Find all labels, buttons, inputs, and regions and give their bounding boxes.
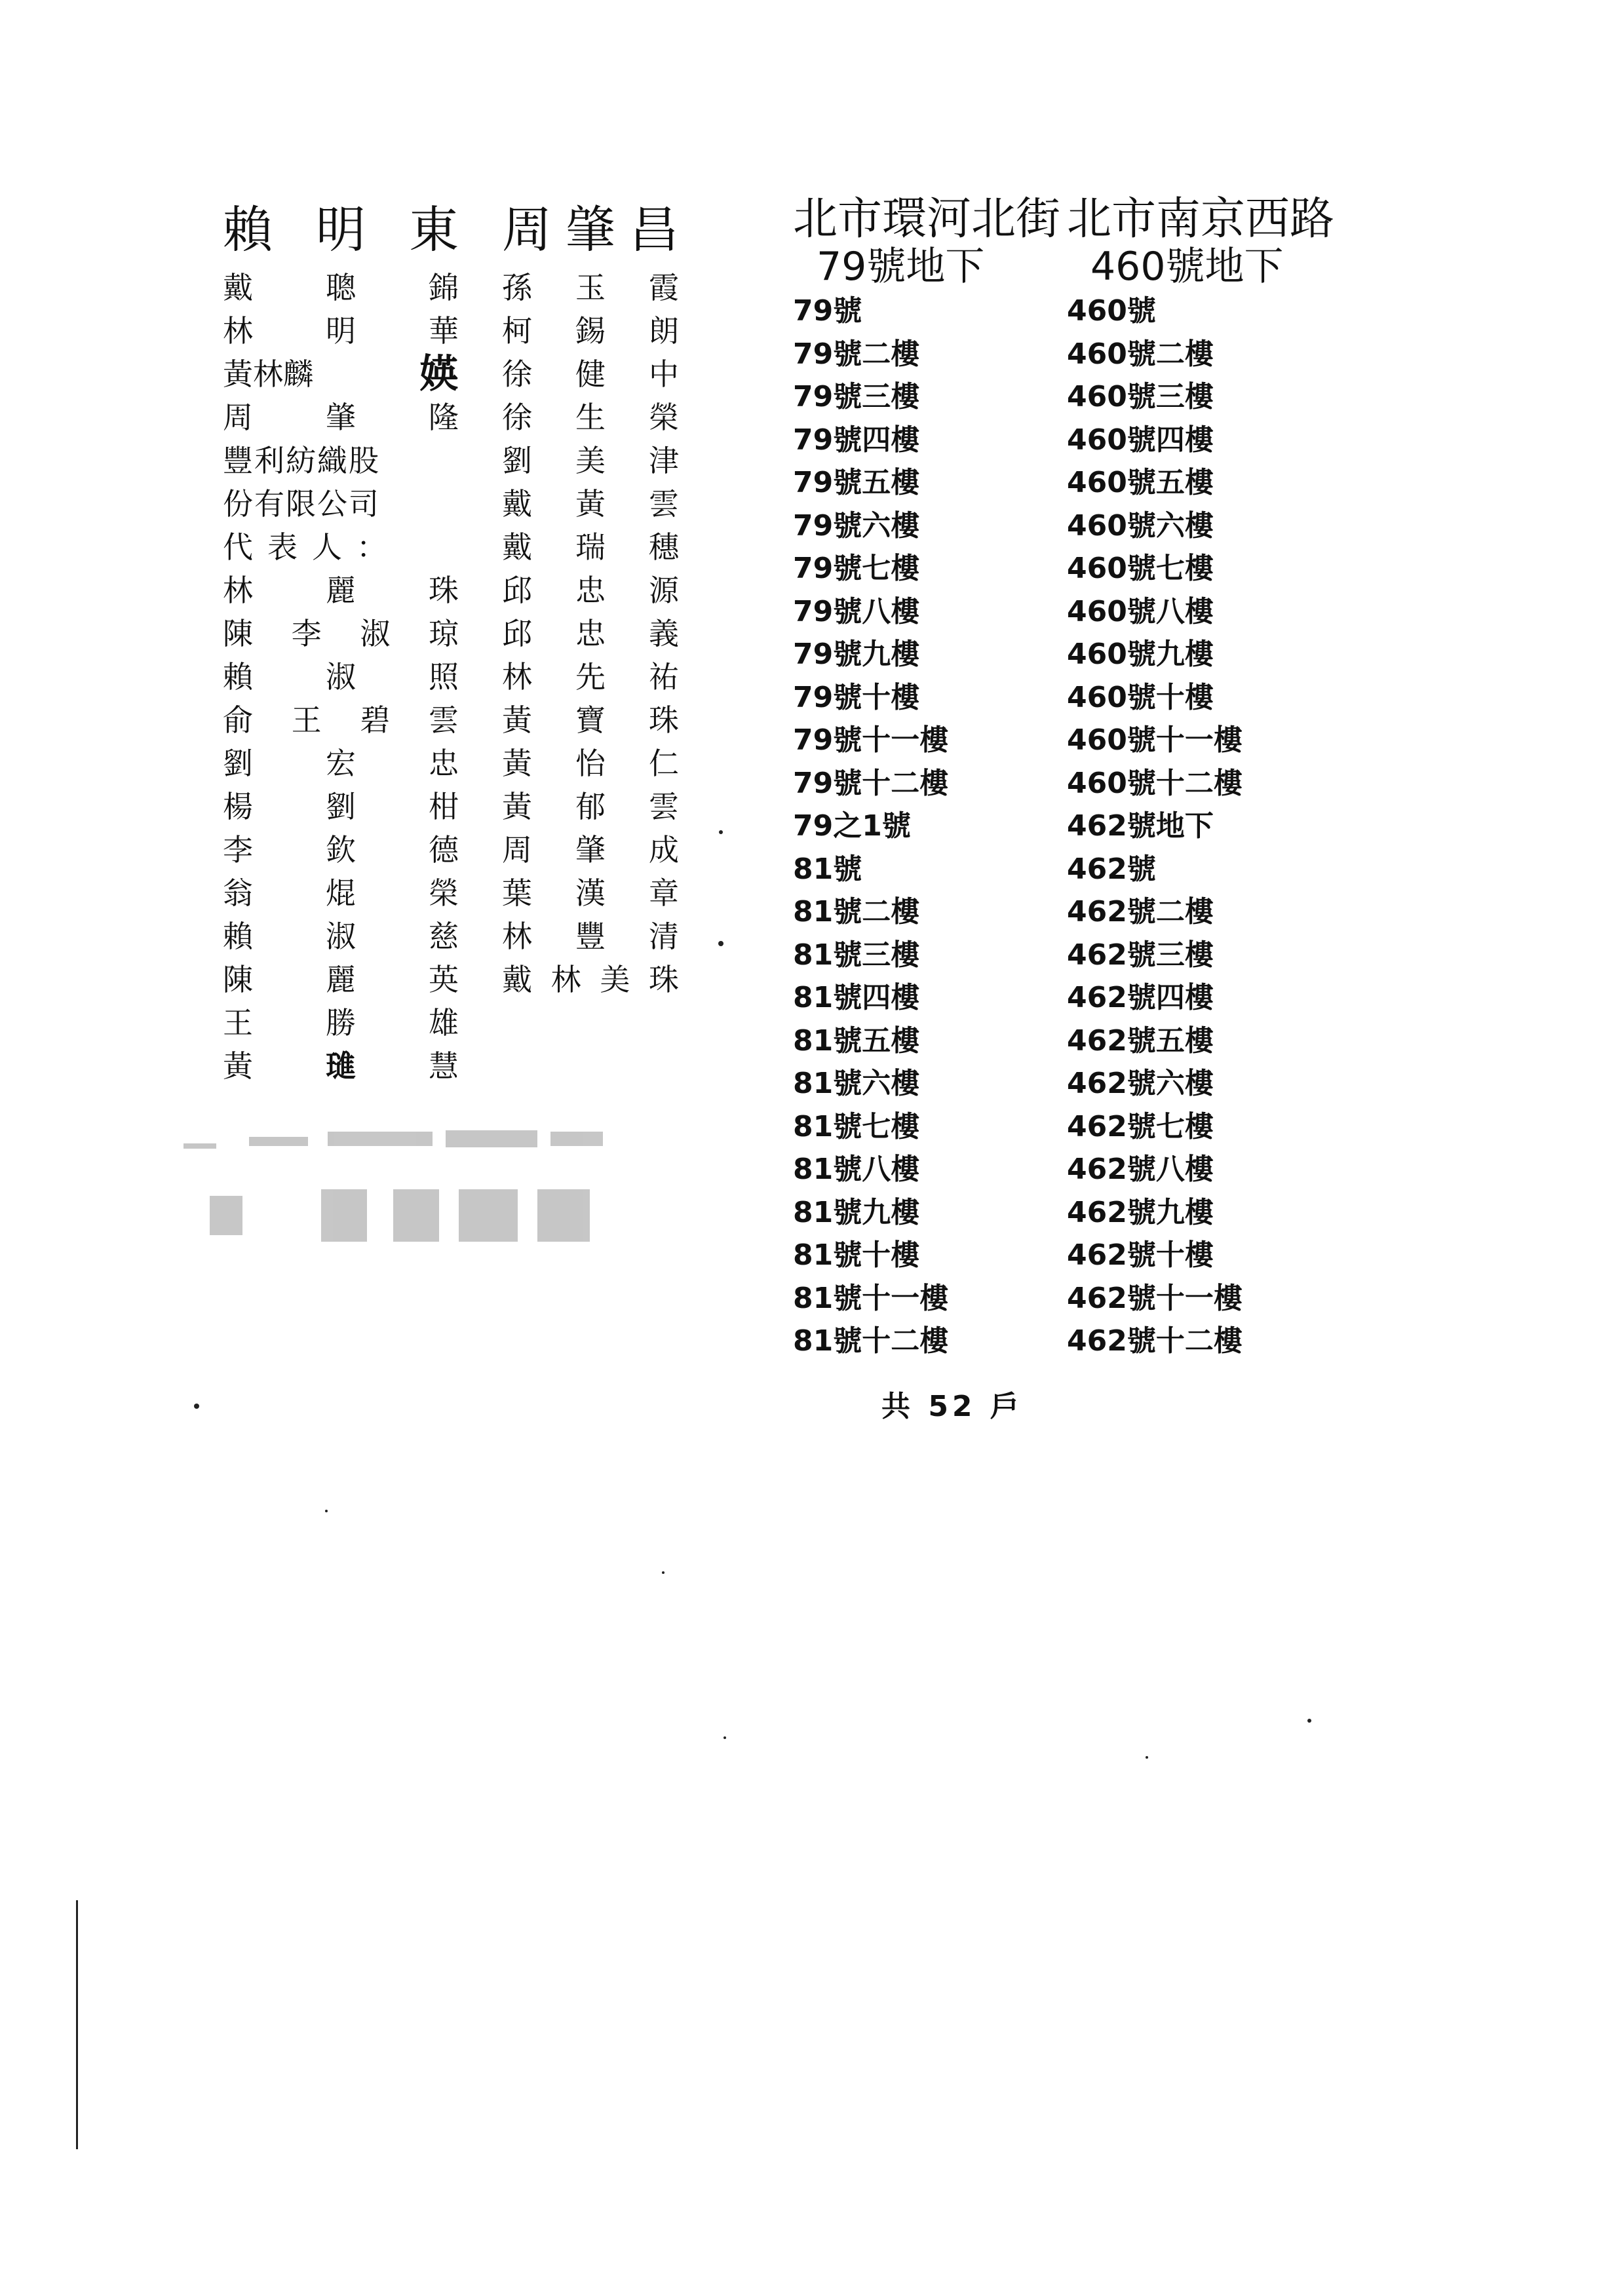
name-char: 劉 [326, 789, 356, 824]
name-char: 忠 [575, 616, 606, 651]
name-char: 肇 [575, 832, 606, 868]
basement-header: 79號地下 [817, 244, 985, 290]
name-char: 林 [502, 919, 532, 954]
name-char: 楊 [223, 789, 253, 824]
name-char: 津 [649, 443, 679, 478]
unit-address: 460號四樓 [1067, 423, 1214, 457]
name-char: 章 [649, 875, 679, 911]
name-char: 明 [326, 313, 356, 349]
unit-address: 460號十樓 [1067, 680, 1214, 714]
name-char: 雄 [429, 1005, 459, 1041]
name-char: 慧 [429, 1048, 459, 1084]
name-char: 豐 [575, 919, 606, 954]
unit-address: 81號十一樓 [793, 1281, 949, 1315]
unit-address: 462號七樓 [1067, 1109, 1214, 1143]
name-char: 珠 [648, 962, 679, 997]
name-char: 俞 [223, 702, 253, 738]
name-char: 戴 [502, 486, 532, 522]
name-char: 黃 [575, 486, 606, 522]
unit-address: 81號 [793, 852, 862, 886]
name-char: 先 [575, 659, 606, 695]
name-char: 李 [223, 832, 253, 868]
name-char: 榮 [429, 875, 459, 911]
name-char: 林 [550, 962, 581, 997]
name-char: 清 [649, 919, 679, 954]
name-char: 寶 [575, 702, 606, 738]
name-char: 賴 [223, 919, 253, 954]
company-line: 豐利紡織股 [223, 443, 380, 478]
unit-address: 81號七樓 [793, 1109, 920, 1143]
unit-address: 81號四樓 [793, 981, 920, 1014]
name-char: 李 [291, 616, 322, 651]
name-char: 戴 [223, 270, 253, 305]
name-char: 黃 [502, 789, 532, 824]
unit-address: 462號二樓 [1067, 895, 1214, 928]
name-char: 聰 [326, 270, 356, 305]
name-char: 宏 [326, 746, 356, 781]
name-char: 淑 [326, 919, 356, 954]
unit-address: 460號六樓 [1067, 508, 1214, 543]
name-char: 林 [223, 313, 253, 349]
name-char: 雲 [649, 486, 679, 522]
name-char: 明 [316, 201, 366, 259]
name-char: 黃林麟 [223, 356, 313, 392]
basement-header: 460號地下 [1090, 244, 1284, 290]
name-char: 周 [502, 832, 532, 868]
name-char: 王 [223, 1005, 253, 1041]
name-char: 王 [291, 702, 322, 738]
unit-address: 81號九樓 [793, 1195, 920, 1229]
name-char: 錫 [575, 313, 606, 349]
name-char: 勝 [326, 1005, 356, 1041]
name-char: 肇 [566, 201, 615, 259]
unit-address: 79之1號 [793, 809, 911, 843]
unit-address: 81號五樓 [793, 1024, 920, 1058]
name-char: 柑 [429, 789, 459, 824]
unit-address: 460號十二樓 [1067, 766, 1243, 800]
unit-address: 462號四樓 [1067, 981, 1214, 1014]
unit-address: 81號六樓 [793, 1067, 920, 1100]
unit-address: 462號九樓 [1067, 1195, 1214, 1229]
unit-address: 460號二樓 [1067, 337, 1214, 371]
unit-address: 81號十二樓 [793, 1324, 949, 1358]
street-header: 北市環河北街 [793, 193, 1061, 245]
name-char: 仁 [649, 746, 679, 781]
unit-address: 81號八樓 [793, 1153, 920, 1186]
street-header: 北市南京西路 [1067, 193, 1335, 245]
unit-address: 462號六樓 [1067, 1067, 1214, 1100]
name-char: 朗 [649, 313, 679, 349]
name-char: 欽 [326, 832, 356, 868]
name-char: 珠 [649, 702, 679, 738]
name-char: 錦 [429, 270, 459, 305]
unit-address: 79號七樓 [793, 552, 920, 585]
unit-address: 79號三樓 [793, 380, 920, 413]
unit-address: 460號五樓 [1067, 466, 1214, 499]
unit-address: 462號十樓 [1067, 1238, 1214, 1272]
unit-address: 460號八樓 [1067, 594, 1214, 628]
unit-address: 460號 [1067, 294, 1156, 328]
name-char: 周 [502, 201, 552, 259]
unit-address: 462號五樓 [1067, 1024, 1214, 1058]
unit-address: 79號十一樓 [793, 723, 949, 757]
name-char: 東 [409, 201, 459, 259]
name-char: 孫 [502, 270, 532, 305]
name-char: 華 [429, 313, 459, 349]
name-char: 黃 [502, 746, 532, 781]
name-char: 美 [575, 443, 606, 478]
name-char: 林 [223, 573, 253, 608]
name-char: 麗 [326, 573, 356, 608]
unit-address: 79號 [793, 294, 862, 328]
name-char: 戴 [502, 962, 532, 997]
name-char: 陳 [223, 616, 253, 651]
name-char: 淑 [326, 659, 356, 695]
name-char: 照 [429, 659, 459, 695]
name-char: 肇 [326, 400, 356, 435]
name-char: 義 [649, 616, 679, 651]
name-char: 麗 [326, 962, 356, 997]
unit-address: 462號八樓 [1067, 1153, 1214, 1186]
unit-address: 81號十樓 [793, 1238, 920, 1272]
name-char: 賴 [223, 659, 253, 695]
unit-address: 79號十樓 [793, 680, 920, 714]
name-char: 戴 [502, 529, 532, 565]
name-char: 玉 [575, 270, 606, 305]
name-char: 邱 [502, 616, 532, 651]
unit-address: 460號七樓 [1067, 552, 1214, 585]
name-char: 隆 [429, 400, 459, 435]
household-total: 共 52 戶 [881, 1390, 1023, 1423]
name-char: 徐 [502, 356, 532, 392]
name-char: 源 [649, 573, 679, 608]
name-char: 碧 [360, 702, 391, 738]
name-char: 忠 [429, 746, 459, 781]
unit-address: 462號十一樓 [1067, 1281, 1243, 1315]
name-char: 徐 [502, 400, 532, 435]
unit-address: 79號十二樓 [793, 766, 949, 800]
name-char: 昌 [629, 201, 679, 259]
company-line: 份有限公司 [223, 486, 380, 522]
name-char: 葉 [502, 875, 532, 911]
name-char: 雲 [649, 789, 679, 824]
unit-address: 81號三樓 [793, 938, 920, 972]
name-char: 劉 [223, 746, 253, 781]
name-char: 榮 [649, 400, 679, 435]
unit-address: 79號二樓 [793, 337, 920, 371]
name-char: 祐 [649, 659, 679, 695]
name-char: 霞 [649, 270, 679, 305]
unit-address: 79號八樓 [793, 594, 920, 628]
name-char: 黃 [502, 702, 532, 738]
unit-address: 462號十二樓 [1067, 1324, 1243, 1358]
name-char: 焜 [326, 875, 356, 911]
name-char: 成 [649, 832, 679, 868]
name-char: 生 [575, 400, 606, 435]
name-char: 柯 [502, 313, 532, 349]
name-char: 穗 [649, 529, 679, 565]
unit-address: 79號五樓 [793, 466, 920, 499]
name-char: 珠 [429, 573, 459, 608]
name-char: 英 [429, 962, 459, 997]
unit-address: 460號九樓 [1067, 638, 1214, 671]
name-char: 美 [600, 962, 630, 997]
name-char: 淑 [360, 616, 391, 651]
name-char: 翁 [223, 875, 253, 911]
name-char: 黃 [223, 1048, 253, 1084]
name-char: 賴 [223, 201, 273, 259]
name-char: 慈 [429, 919, 459, 954]
name-char: 健 [575, 356, 606, 392]
unit-address: 79號六樓 [793, 508, 920, 543]
unit-address: 460號三樓 [1067, 380, 1214, 413]
name-char: 邱 [502, 573, 532, 608]
name-char: 周 [223, 400, 253, 435]
unit-address: 462號三樓 [1067, 938, 1214, 972]
name-char: 琼 [428, 616, 459, 651]
unit-address: 79號九樓 [793, 638, 920, 671]
name-char: 璡 [326, 1048, 356, 1084]
unit-address: 79號四樓 [793, 423, 920, 457]
name-char: 漢 [575, 875, 606, 911]
unit-address: 460號十一樓 [1067, 723, 1243, 757]
name-char: 劉 [502, 443, 532, 478]
unit-address: 462號地下 [1067, 809, 1214, 843]
name-char: 雲 [428, 702, 459, 738]
name-char: 林 [502, 659, 532, 695]
name-char: 瑞 [575, 529, 606, 565]
company-line: 代表人： [223, 529, 401, 565]
name-char: 德 [429, 832, 459, 868]
name-char: 郁 [575, 789, 606, 824]
name-char: 忠 [575, 573, 606, 608]
name-char: 怡 [575, 746, 606, 781]
name-char: 陳 [223, 962, 253, 997]
name-char: 中 [649, 356, 679, 392]
handwritten-char: 媖 [419, 351, 459, 397]
unit-address: 462號 [1067, 852, 1156, 886]
unit-address: 81號二樓 [793, 895, 920, 928]
